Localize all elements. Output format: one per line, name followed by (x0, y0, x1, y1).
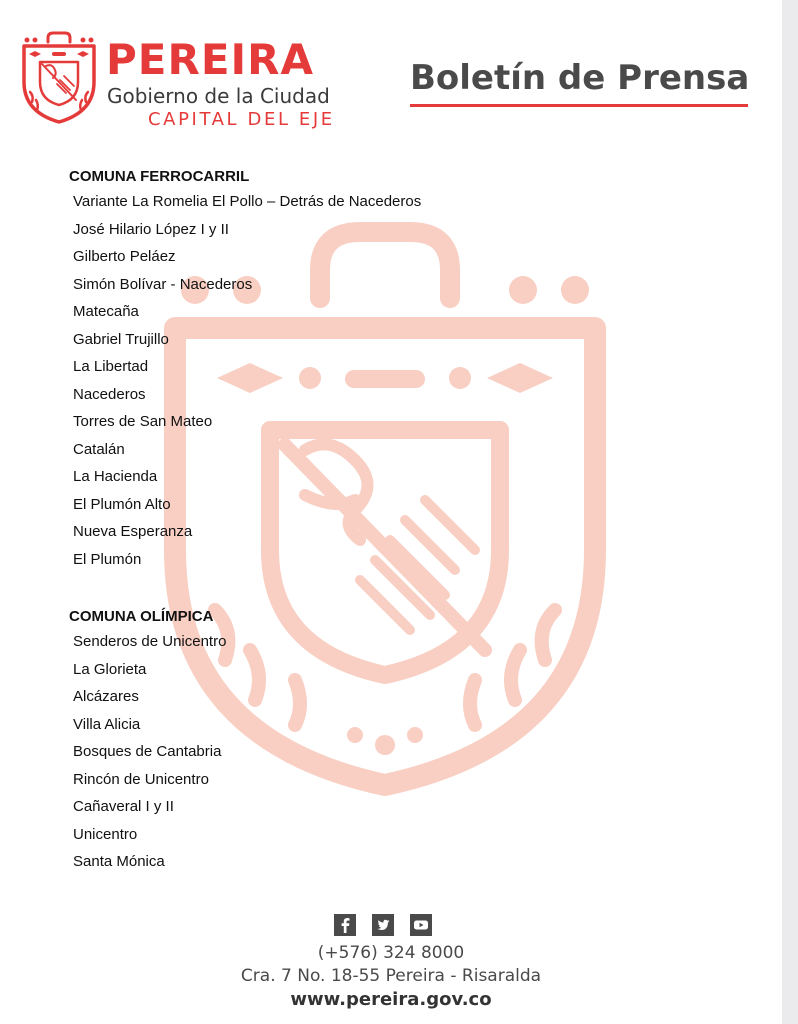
section-heading: COMUNA OLÍMPICA (69, 608, 214, 625)
list-item: Gilberto Peláez (73, 248, 176, 265)
social-icons (334, 914, 432, 936)
list-item: José Hilario López I y II (73, 220, 229, 238)
list-item: Senderos de Unicentro (73, 633, 227, 650)
facebook-icon[interactable] (334, 914, 356, 936)
bulletin-title: Boletín de Prensa (410, 58, 750, 98)
brand-government: Gobierno de la Ciudad (107, 84, 330, 108)
list-item: La Glorieta (73, 660, 147, 678)
list-item: Nueva Esperanza (73, 523, 193, 540)
list-item: Simón Bolívar - Nacederos (73, 275, 253, 293)
neighborhood-list (69, 188, 421, 573)
list-item: Unicentro (73, 825, 138, 843)
list-item: La Hacienda (73, 468, 158, 485)
section-heading: COMUNA FERROCARRIL (69, 168, 250, 185)
brand-block (106, 35, 335, 131)
list-item: Torres de San Mateo (73, 413, 213, 430)
list-item: Variante La Romelia El Pollo – Detrás de Nacederos (73, 193, 422, 210)
list-item: Matecaña (73, 303, 139, 320)
list-item: Nacederos (73, 385, 146, 403)
list-item: Rincón de Unicentro (73, 770, 209, 788)
brand-name: PEREIRA (106, 35, 314, 84)
footer-website-link[interactable]: www.pereira.gov.co (290, 989, 492, 1010)
list-item: Alcázares (73, 688, 139, 705)
pereira-shield-logo-icon (20, 30, 98, 128)
section-comuna-olimpica (69, 606, 226, 876)
list-item: Catalán (73, 440, 125, 458)
viewer-edge (782, 0, 798, 1024)
neighborhood-list (69, 628, 226, 876)
title-underline (410, 104, 748, 107)
list-item: Bosques de Cantabria (73, 743, 222, 760)
twitter-icon[interactable] (372, 914, 394, 936)
list-item: Cañaveral I y II (73, 798, 174, 815)
list-item: El Plumón Alto (73, 495, 171, 513)
list-item: El Plumón (73, 550, 142, 568)
list-item: Villa Alicia (73, 715, 141, 733)
list-item: La Libertad (73, 358, 149, 375)
brand-capital: CAPITAL DEL EJE (148, 109, 335, 130)
footer-phone: (+576) 324 8000 (317, 943, 465, 963)
footer-address: Cra. 7 No. 18-55 Pereira - Risaralda (240, 966, 542, 986)
youtube-icon[interactable] (410, 914, 432, 936)
list-item: Santa Mónica (73, 853, 165, 870)
list-item: Gabriel Trujillo (73, 330, 169, 348)
section-comuna-ferrocarril (69, 166, 421, 573)
